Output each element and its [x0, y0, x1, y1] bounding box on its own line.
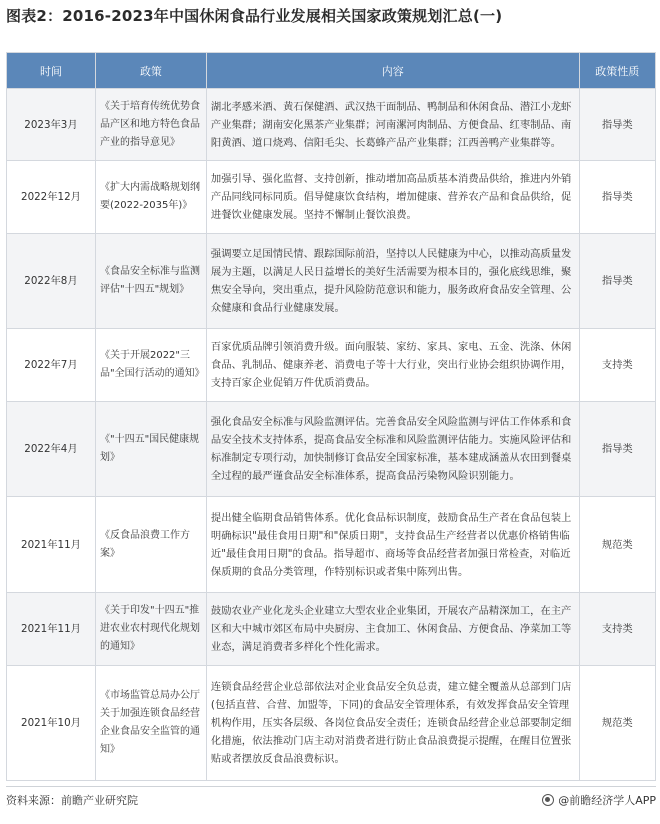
policy-text: 《市场监管总局办公厅关于加强连锁食品经营企业食品安全监管的通知》: [99, 690, 200, 755]
row-content: 鼓励农业产业化龙头企业建立大型农业企业集团，开展农产品精深加工，在主产区和大中城市郊区布局中央厨房、主食加工、休闲食品、方便食品、净菜加工等业态，满足消费者多样化个性化需求。: [206, 593, 579, 666]
row-time: 2021年11月: [7, 593, 96, 666]
row-policy: [95, 234, 206, 329]
row-nature: 指导类: [579, 234, 655, 329]
row-content: 加强引导、强化监督、支持创新，推动增加高品质基本消费品供给，推进内外销产品同线同标同质。倡导健康饮食结构，增加健康、营养农产品和食品供给，促进餐饮业健康发展。坚持不懈制止餐饮浪费。: [206, 161, 579, 234]
row-nature: 规范类: [579, 666, 655, 781]
row-policy: [95, 497, 206, 593]
row-policy: [95, 666, 206, 781]
row-policy: [95, 89, 206, 161]
policy-text: 《关于开展2022"三品"全国行活动的通知》: [99, 350, 205, 379]
row-time: 2022年12月: [7, 161, 96, 234]
policy-text: 《"十四五"国民健康规划》: [99, 434, 200, 463]
table-row: [7, 329, 656, 402]
policy-text: 《关于培育传统优势食品产区和地方特色食品产业的指导意见》: [99, 100, 200, 148]
table-row: [7, 161, 656, 234]
table-row: [7, 89, 656, 161]
row-policy: [95, 161, 206, 234]
row-policy: [95, 593, 206, 666]
row-policy: [95, 402, 206, 497]
row-time: 2022年7月: [7, 329, 96, 402]
row-content: 提出健全临期食品销售体系。优化食品标识制度，鼓励食品生产者在食品包装上明确标识"最佳食用日期"和"保质日期"，支持食品生产经营者以优惠价格销售临近"最佳食用日期"的食品。指导超市、商场等食品经营者加强日常检查，对临近保质期的食品分类管理，作特别标识或者集中陈列出售。: [206, 497, 579, 593]
table-header-row: [7, 53, 656, 89]
row-content: 强化食品安全标准与风险监测评估。完善食品安全风险监测与评估工作体系和食品安全技术支持体系，提高食品安全标准和风险监测评估能力。实施风险评估和标准制定专项行动，加快制修订食品安全国家标准，基本建成涵盖从农田到餐桌全过程的最严谨食品安全标准体系，提高食品污染物风险识别能力。: [206, 402, 579, 497]
policy-table: [6, 52, 656, 781]
policy-text: 《反食品浪费工作方案》: [99, 529, 190, 559]
row-content: 强调要立足国情民情、跟踪国际前沿，坚持以人民健康为中心，以推动高质量发展为主题，以满足人民日益增长的美好生活需要为根本目的，强化底线思维，聚焦安全导向，突出重点，提升风险防范意识和能力，服务政府食品安全管理、公众健康和食品行业健康发展。: [206, 234, 579, 329]
table-row: [7, 593, 656, 666]
row-content: 湖北孝感米酒、黄石保健酒、武汉热干面制品、鸭制品和休闲食品、潜江小龙虾产业集群；湖南安化黑茶产业集群；河南漯河肉制品、方便食品、红枣制品、南阳黄酒、道口烧鸡、信阳毛尖、长葛蜂产品产业集群；江西善鸭产业集群等。: [206, 89, 579, 161]
row-nature: 支持类: [579, 329, 655, 402]
source-text: 资料来源：前瞻产业研究院: [6, 794, 138, 807]
header-time: 时间: [7, 53, 96, 89]
header-content: 内容: [206, 53, 579, 89]
row-nature: 指导类: [579, 89, 655, 161]
table-row: [7, 666, 656, 781]
row-time: 2021年10月: [7, 666, 96, 781]
row-nature: 指导类: [579, 402, 655, 497]
row-nature: 支持类: [579, 593, 655, 666]
brand: [542, 792, 656, 808]
row-time: 2022年8月: [7, 234, 96, 329]
header-policy: 政策: [95, 53, 206, 89]
row-content: 连锁食品经营企业总部依法对企业食品安全负总责，建立健全覆盖从总部到门店(包括直营、合营、加盟等，下同)的食品安全管理体系，有效发挥食品安全管理机构作用，压实各层级、各岗位食品安全责任；连锁食品经营企业总部要制定细化措施，依法推动门店主动对消费者进行防止食品浪费提示提醒，在醒目位置张贴或者摆放反食品浪费标识。: [206, 666, 579, 781]
header-nature: 政策性质: [579, 53, 655, 89]
row-time: 2021年11月: [7, 497, 96, 593]
row-policy: [95, 329, 206, 402]
brand-logo-icon: [542, 794, 554, 806]
table-row: [7, 234, 656, 329]
row-nature: 规范类: [579, 497, 655, 593]
footer: [6, 792, 656, 812]
policy-text: 《关于印发"十四五"推进农业农村现代化规划的通知》: [99, 605, 200, 652]
footer-divider: [6, 786, 656, 787]
row-nature: 指导类: [579, 161, 655, 234]
brand-text: @前瞻经济学人APP: [558, 794, 656, 807]
row-time: 2022年4月: [7, 402, 96, 497]
table-row: [7, 497, 656, 593]
row-time: 2023年3月: [7, 89, 96, 161]
page-title: 图表2：2016-2023年中国休闲食品行业发展相关国家政策规划汇总(一): [6, 7, 503, 25]
table-row: [7, 402, 656, 497]
policy-text: 《食品安全标准与监测评估"十四五"规划》: [99, 266, 200, 295]
row-content: 百家优质品牌引领消费升级。面向服装、家纺、家具、家电、五金、洗涤、休闲食品、乳制品、健康养老、消费电子等十大行业，突出行业协会组织协调作用，支持百家企业促销万件优质消费品。: [206, 329, 579, 402]
policy-text: 《扩大内需战略规划纲要(2022-2035年)》: [99, 182, 200, 211]
